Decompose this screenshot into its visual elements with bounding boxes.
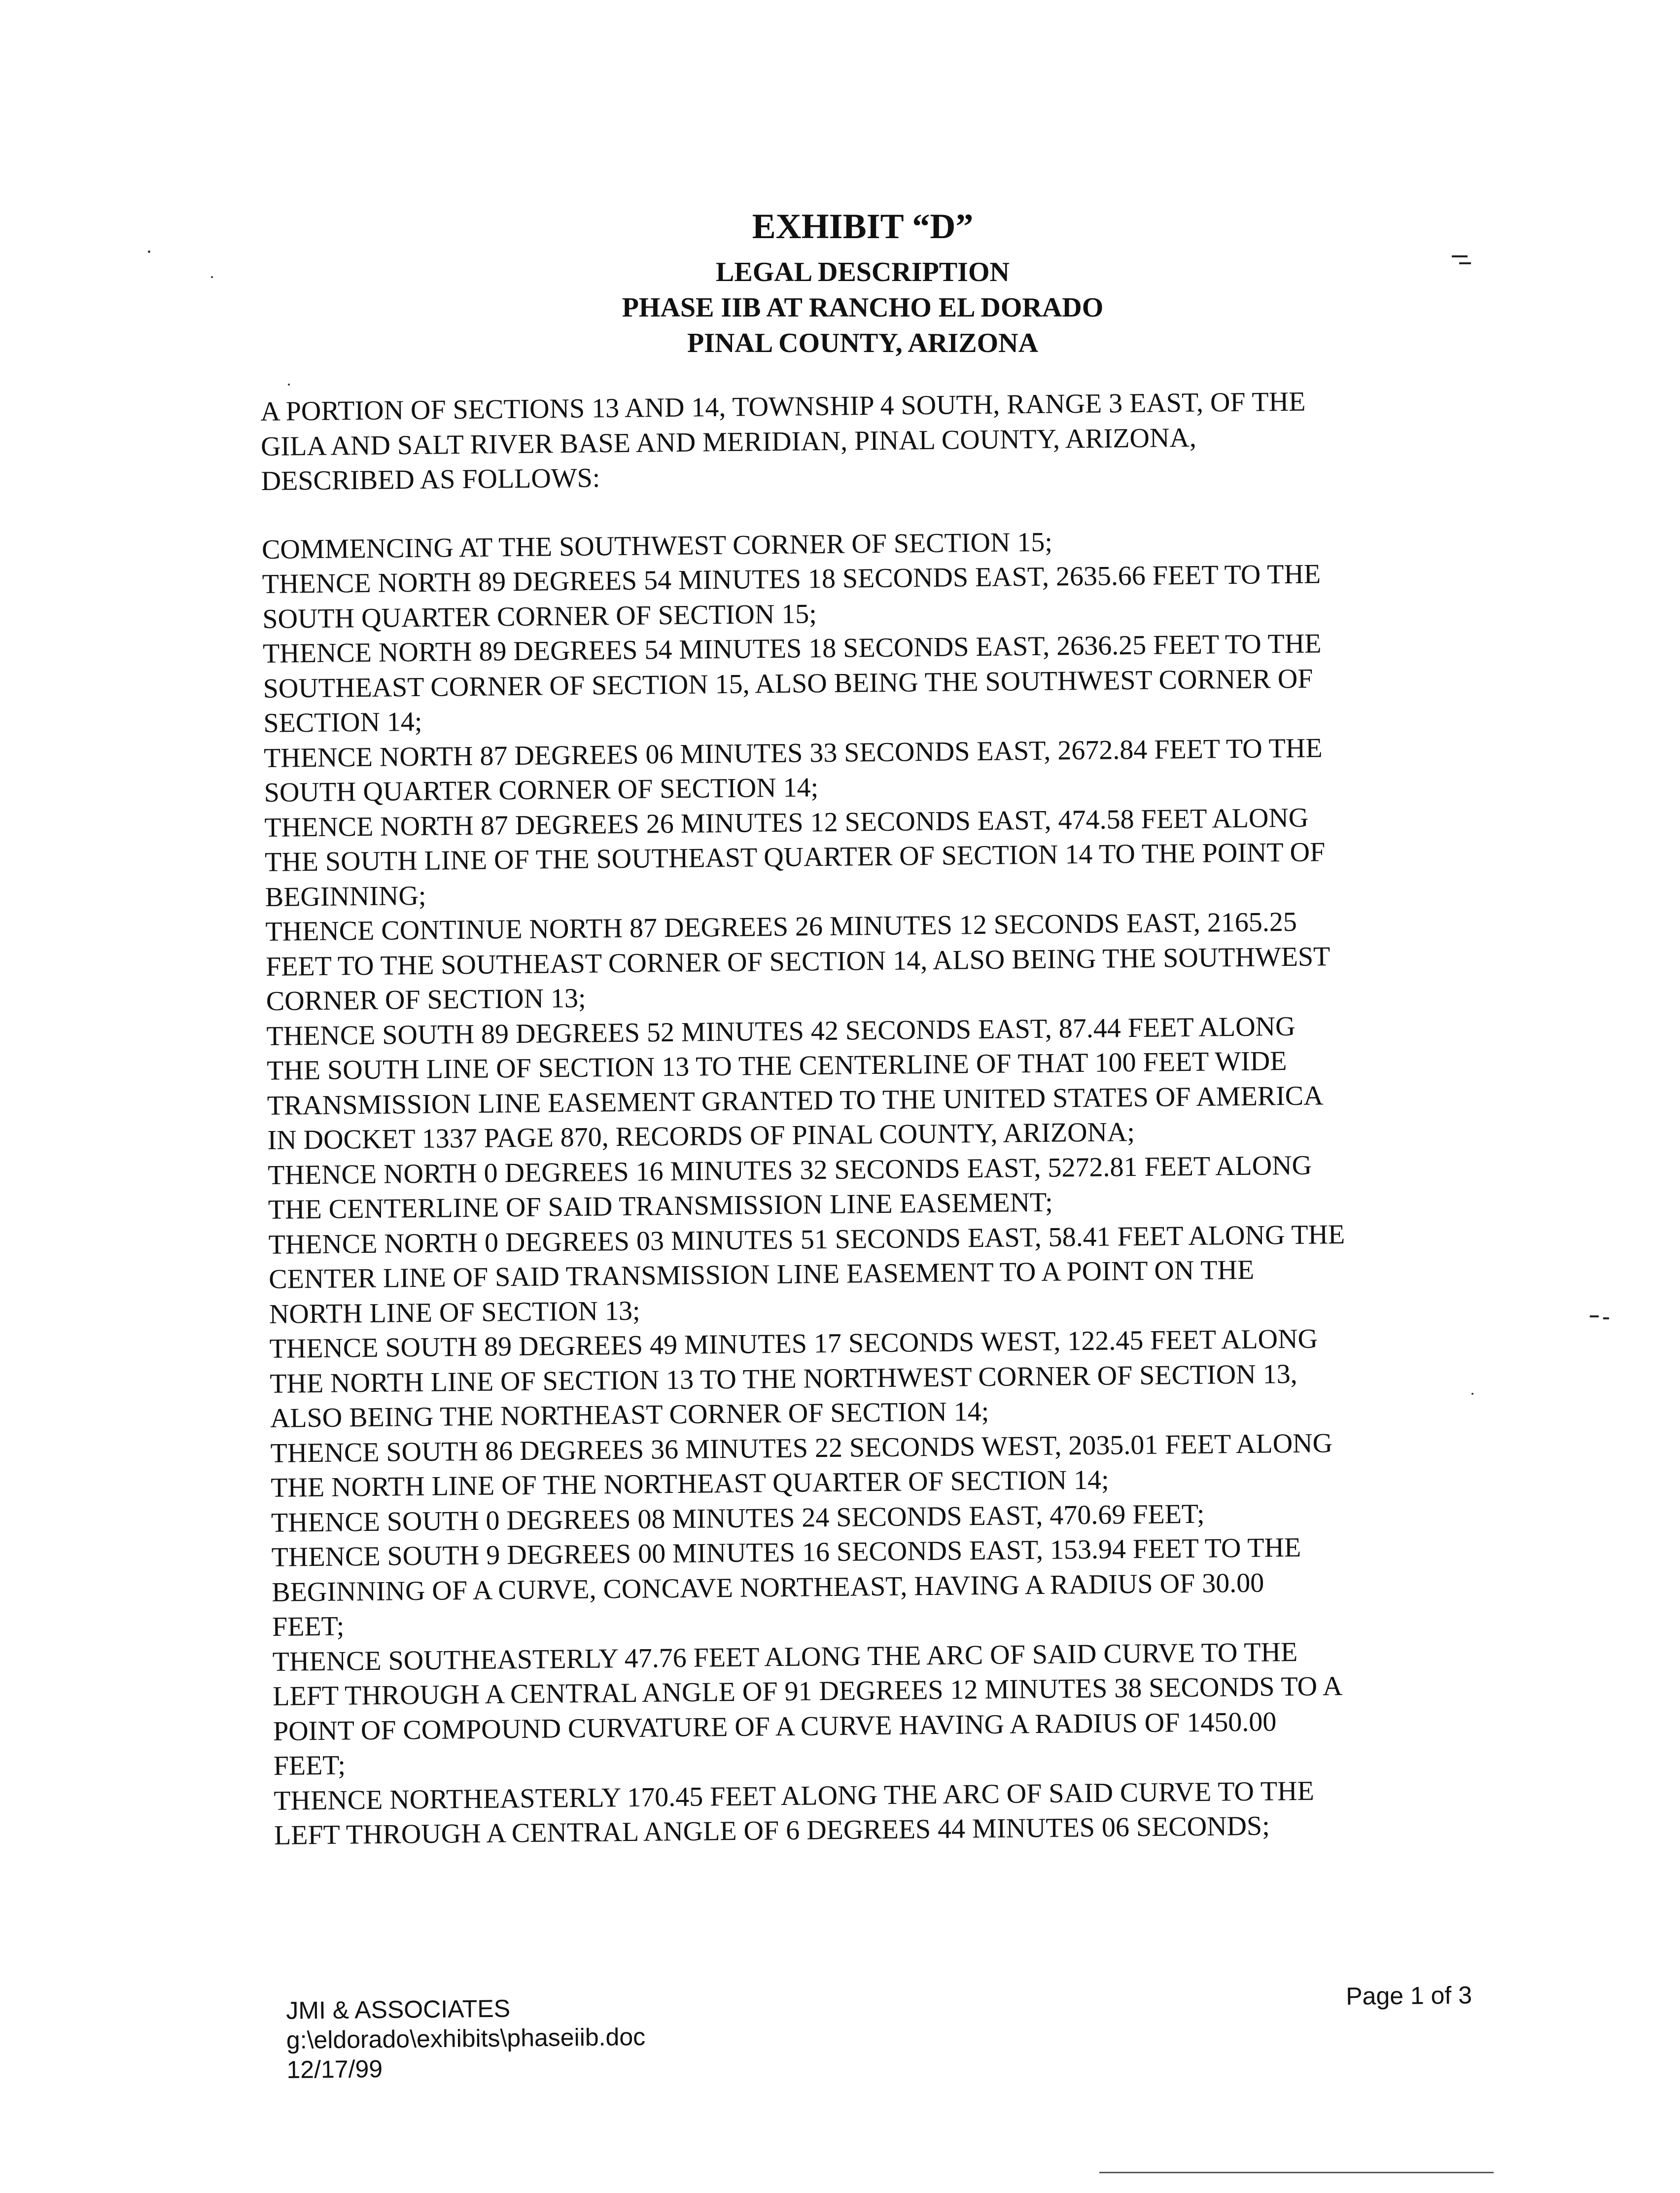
course-line: THENCE SOUTH 86 DEGREES 36 MINUTES 22 SECONDS WEST, 2035.01 FEET ALONG [270,1427,1333,1469]
course-line: THE CENTERLINE OF SAID TRANSMISSION LINE EASEMENT; [268,1187,1053,1225]
course-line: THENCE NORTH 89 DEGREES 54 MINUTES 18 SECONDS EAST, 2636.25 FEET TO THE [262,628,1322,669]
subtitle-county: PINAL COUNTY, ARIZONA [687,328,1039,358]
course-line: THENCE NORTH 0 DEGREES 16 MINUTES 32 SECONDS EAST, 5272.81 FEET ALONG [267,1150,1312,1191]
course-line: THE SOUTH LINE OF THE SOUTHEAST QUARTER OF SECTION 14 TO THE POINT OF [264,837,1326,878]
course-line: NORTH LINE OF SECTION 13; [269,1295,640,1330]
page-number: Page 1 of 3 [1346,1981,1472,2010]
course-line: THENCE NORTH 87 DEGREES 26 MINUTES 12 SECONDS EAST, 474.58 FEET ALONG [264,802,1309,843]
legal-description-body [260,382,1537,1886]
footer-left [286,1992,646,2085]
course-line: THE SOUTH LINE OF SECTION 13 TO THE CENTERLINE OF THAT 100 FEET WIDE [266,1046,1287,1086]
course-line: LEFT THROUGH A CENTRAL ANGLE OF 91 DEGREES 12 MINUTES 38 SECONDS TO A [273,1671,1343,1712]
subtitle-phase: PHASE IIB AT RANCHO EL DORADO [622,292,1104,323]
intro-line: DESCRIBED AS FOLLOWS: [261,462,600,496]
course-line: THENCE SOUTH 89 DEGREES 49 MINUTES 17 SECONDS WEST, 122.45 FEET ALONG [269,1323,1318,1364]
course-line: BEGINNING OF A CURVE, CONCAVE NORTHEAST, HAVING A RADIUS OF 30.00 [272,1567,1264,1608]
course-line: FEET; [272,1611,345,1642]
footer-file-path: g:\eldorado\exhibits\phaseiib.doc [286,2023,646,2054]
courses-paragraph [262,520,1537,1853]
footer-date: 12/17/99 [286,2055,383,2084]
course-line: THENCE SOUTHEASTERLY 47.76 FEET ALONG THE ARC OF SAID CURVE TO THE [272,1636,1298,1677]
footer-company: JMI & ASSOCIATES [286,1994,511,2024]
scan-mark [1459,262,1471,264]
subtitle-legal-description: LEGAL DESCRIPTION [716,257,1010,287]
course-line: COMMENCING AT THE SOUTHWEST CORNER OF SECTION 15; [261,527,1053,565]
course-line: FEET; [273,1750,346,1781]
exhibit-title: EXHIBIT “D” [752,207,974,246]
course-line: THE NORTH LINE OF SECTION 13 TO THE NORTHWEST CORNER OF SECTION 13, [269,1358,1297,1399]
intro-line: A PORTION OF SECTIONS 13 AND 14, TOWNSHIP 4 SOUTH, RANGE 3 EAST, OF THE [260,386,1306,427]
course-line: IN DOCKET 1337 PAGE 870, RECORDS OF PINAL COUNTY, ARIZONA; [267,1117,1135,1156]
course-line: THENCE SOUTH 0 DEGREES 08 MINUTES 24 SECONDS EAST, 470.69 FEET; [271,1498,1205,1538]
intro-paragraph [260,382,1523,498]
course-line: THENCE SOUTH 9 DEGREES 00 MINUTES 16 SECONDS EAST, 153.94 FEET TO THE [271,1532,1301,1573]
scan-speck [1471,1393,1473,1395]
course-line: THENCE NORTH 87 DEGREES 06 MINUTES 33 SECONDS EAST, 2672.84 FEET TO THE [263,732,1323,774]
course-line: LEFT THROUGH A CENTRAL ANGLE OF 6 DEGREES 44 MINUTES 06 SECONDS; [274,1810,1270,1851]
course-line: CENTER LINE OF SAID TRANSMISSION LINE EASEMENT TO A POINT ON THE [268,1254,1255,1295]
course-line: CORNER OF SECTION 13; [266,983,586,1017]
course-line: SOUTHEAST CORNER OF SECTION 15, ALSO BEING THE SOUTHWEST CORNER OF [263,663,1313,704]
course-line: THE NORTH LINE OF THE NORTHEAST QUARTER OF SECTION 14; [270,1464,1109,1503]
course-line: FEET TO THE SOUTHEAST CORNER OF SECTION 14, ALSO BEING THE SOUTHWEST [265,941,1330,982]
course-line: THENCE NORTH 89 DEGREES 54 MINUTES 18 SECONDS EAST, 2635.66 FEET TO THE [262,559,1321,600]
course-line: ALSO BEING THE NORTHEAST CORNER OF SECTION 14; [270,1396,989,1434]
scan-speck [211,276,213,278]
course-line: SOUTH QUARTER CORNER OF SECTION 15; [262,598,817,635]
course-line: THENCE NORTH 0 DEGREES 03 MINUTES 51 SECONDS EAST, 58.41 FEET ALONG THE [268,1219,1345,1260]
course-line: THENCE CONTINUE NORTH 87 DEGREES 26 MINUTES 12 SECONDS EAST, 2165.25 [265,906,1297,947]
scan-speck [148,250,150,253]
scan-mark [1603,1317,1609,1319]
course-line: SECTION 14; [263,706,422,739]
course-line: BEGINNING; [265,880,426,913]
course-line: THENCE SOUTH 89 DEGREES 52 MINUTES 42 SECONDS EAST, 87.44 FEET ALONG [266,1011,1295,1052]
scan-mark [1590,1315,1599,1317]
course-line: POINT OF COMPOUND CURVATURE OF A CURVE HAVING A RADIUS OF 1450.00 [273,1706,1277,1747]
scan-mark [1452,255,1468,257]
intro-line: GILA AND SALT RIVER BASE AND MERIDIAN, PINAL COUNTY, ARIZONA, [260,422,1197,462]
course-line: SOUTH QUARTER CORNER OF SECTION 14; [264,772,819,808]
scan-speck [288,384,290,386]
course-line: TRANSMISSION LINE EASEMENT GRANTED TO THE UNITED STATES OF AMERICA [267,1080,1324,1121]
course-line: THENCE NORTHEASTERLY 170.45 FEET ALONG THE ARC OF SAID CURVE TO THE [274,1775,1315,1816]
scan-edge-line [1099,2172,1494,2173]
